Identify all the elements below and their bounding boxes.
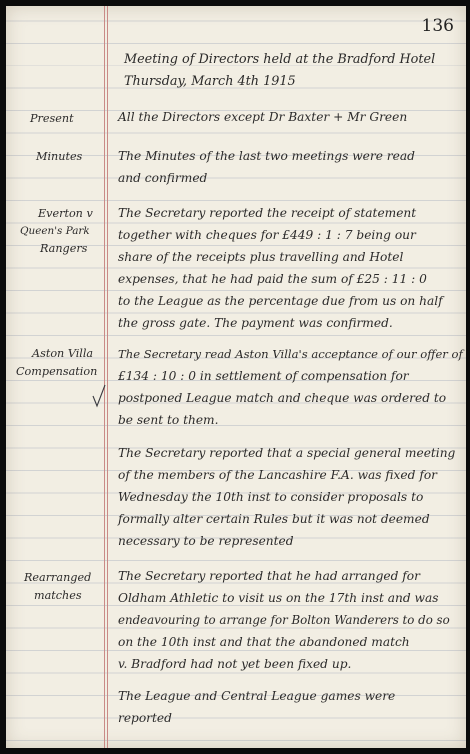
minute-text-line: the gross gate. The payment was confirmed. bbox=[118, 316, 393, 330]
page-number: 136 bbox=[421, 16, 454, 36]
section-label-aston-villa: Aston Villa bbox=[32, 347, 94, 360]
section-label-rearranged: Rearranged bbox=[24, 571, 92, 584]
heading-line-2: Thursday, March 4th 1915 bbox=[124, 74, 296, 89]
margin-rule bbox=[104, 6, 105, 748]
minute-text-line: of the members of the Lancashire F.A. was fixed for bbox=[118, 468, 437, 482]
minute-text-line: The Secretary read Aston Villa's acceptance of our offer of bbox=[118, 347, 463, 361]
minute-text-line: expenses, that he had paid the sum of £25 : 11 : 0 bbox=[118, 272, 427, 286]
minute-text-line: reported bbox=[118, 711, 172, 725]
section-label-everton: Everton v bbox=[38, 207, 93, 220]
tick-mark-icon bbox=[92, 384, 106, 408]
section-label-present: Present bbox=[30, 112, 74, 125]
minute-text-line: The Secretary reported that he had arranged for bbox=[118, 569, 420, 583]
minute-text-line: to the League as the percentage due from us on half bbox=[118, 294, 443, 308]
minute-text-line: Wednesday the 10th inst to consider proposals to bbox=[118, 490, 424, 504]
margin-rule bbox=[107, 6, 108, 748]
section-label-aston-villa: Compensation bbox=[16, 365, 98, 378]
minute-text-line: £134 : 10 : 0 in settlement of compensation for bbox=[118, 369, 409, 383]
minute-text-line: share of the receipts plus travelling and Hotel bbox=[118, 250, 404, 264]
minute-text-line: The League and Central League games were bbox=[118, 689, 396, 703]
section-label-minutes: Minutes bbox=[36, 150, 83, 163]
section-label-everton: Queen's Park bbox=[20, 225, 90, 237]
minute-text-line: Oldham Athletic to visit us on the 17th inst and was bbox=[118, 591, 439, 605]
minute-text-line: necessary to be represented bbox=[118, 534, 294, 548]
minute-text-line: and confirmed bbox=[118, 171, 208, 185]
minute-text-line: postponed League match and cheque was ordered to bbox=[118, 391, 447, 405]
minute-text-line: on the 10th inst and that the abandoned match bbox=[118, 635, 410, 649]
section-label-everton: Rangers bbox=[40, 242, 88, 255]
minute-text-line: together with cheques for £449 : 1 : 7 being our bbox=[118, 228, 416, 242]
minute-text-line: v. Bradford had not yet been fixed up. bbox=[118, 657, 352, 671]
minute-text-line: endeavouring to arrange for Bolton Wanderers to do so bbox=[118, 613, 450, 627]
minute-text-line: The Secretary reported that a special general meeting bbox=[118, 446, 456, 460]
minute-text-line: be sent to them. bbox=[118, 413, 219, 427]
minute-text-line: All the Directors except Dr Baxter + Mr Green bbox=[118, 110, 408, 124]
ledger-page bbox=[6, 6, 466, 748]
minute-text-line: formally alter certain Rules but it was not deemed bbox=[118, 512, 430, 526]
heading-line-1: Meeting of Directors held at the Bradford Hotel bbox=[124, 52, 436, 67]
minute-text-line: The Minutes of the last two meetings were read bbox=[118, 149, 415, 163]
section-label-rearranged: matches bbox=[34, 589, 82, 602]
minute-text-line: The Secretary reported the receipt of statement bbox=[118, 206, 417, 220]
